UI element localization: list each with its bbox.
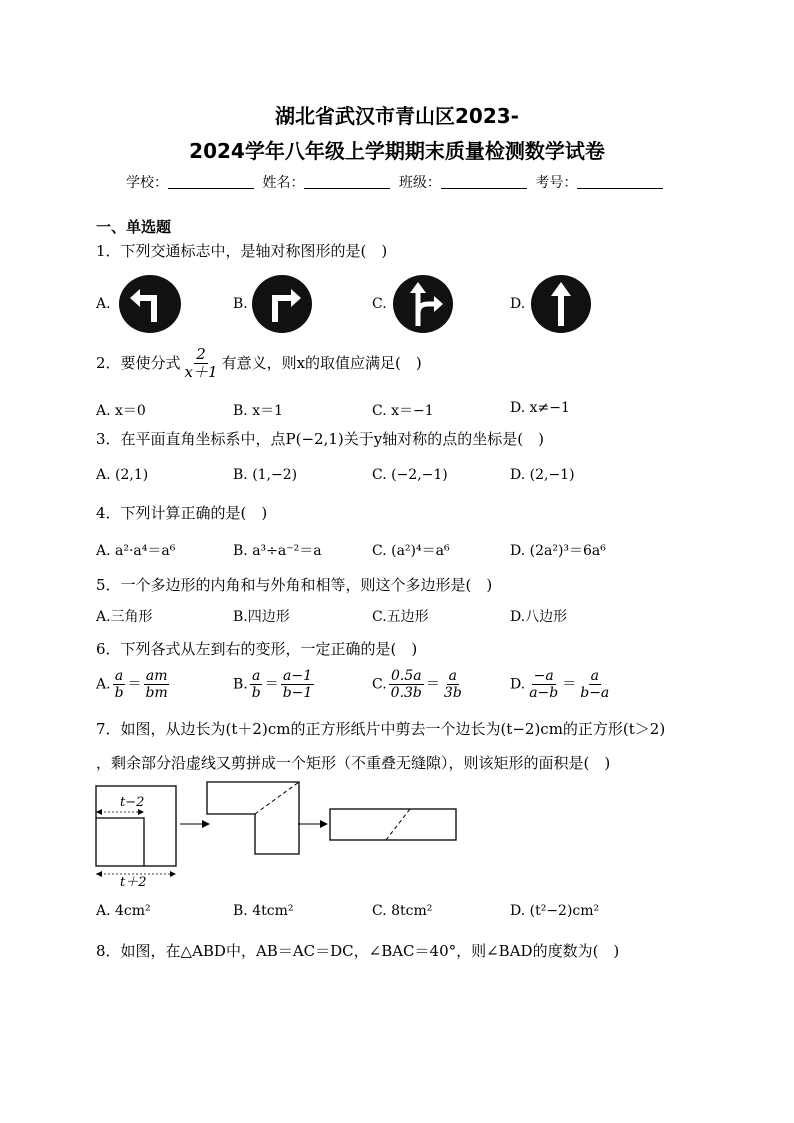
- q7-option-b: B. 4tcm²: [233, 903, 294, 919]
- q2-fraction: [183, 346, 220, 382]
- school-label: 学校：: [126, 175, 168, 191]
- exam-number-blank: [577, 188, 663, 189]
- q3-option-a: A. (2,1): [96, 467, 149, 483]
- q1-option-d-label: D.: [510, 296, 526, 312]
- q1-option-c-label: C.: [372, 296, 387, 312]
- class-label: 班级：: [398, 175, 441, 191]
- q7-l-shape: [207, 782, 299, 854]
- q6-d-left-denominator: a−b: [529, 685, 559, 702]
- q6-d-left-numerator: −a: [533, 668, 554, 684]
- q6-a-right-numerator: am: [145, 668, 168, 684]
- q6-option-a: A. $\frac{a}{b}$ ＝ $\frac{am}{bm}$: [96, 668, 168, 702]
- exam-title-line1: 湖北省武汉市青山区2023-: [275, 104, 519, 128]
- q6-a-left-numerator: a: [114, 668, 124, 684]
- q5-option-c: C.五边形: [372, 609, 429, 625]
- name-blank: [304, 188, 390, 189]
- q2-fraction-numerator: 2: [196, 345, 206, 363]
- q6-option-b: B. $\frac{a}{b}$ ＝ $\frac{a-1}{b-1}$: [233, 668, 313, 702]
- q2-option-b: B. x＝1: [233, 403, 283, 419]
- q6-c-right-denominator: 3b: [443, 685, 462, 702]
- q6-c-left-denominator: 0.3b: [390, 685, 422, 702]
- exam-number-label: 考号：: [535, 175, 578, 191]
- q6-option-c: C. $\frac{0.5a}{0.3b}$ ＝ $\frac{a}{3b}$: [372, 668, 462, 702]
- q4-option-b: B. a³÷a⁻²＝a: [233, 543, 322, 559]
- q5-option-a: A.三角形: [96, 609, 153, 625]
- q6-b-right-denominator: b−1: [282, 685, 313, 702]
- q3-option-b: B. (1,−2): [233, 467, 298, 483]
- q1-option-b-label: B.: [233, 296, 248, 312]
- q5-option-d: D.八边形: [510, 609, 568, 625]
- straight-or-right-arrow-sign-icon: [392, 274, 454, 334]
- question-2-stem: [96, 346, 422, 382]
- q2-stem-pre: 2．要使分式: [96, 353, 181, 372]
- q7-arrow-2: [320, 820, 328, 828]
- q7-figure: [92, 778, 472, 890]
- info-line: [126, 172, 667, 192]
- question-8-stem: 8．如图，在△ABD中，AB＝AC＝DC，∠BAC＝40°，则∠BAD的度数为( ): [96, 942, 620, 960]
- name-label: 姓名：: [262, 175, 305, 191]
- exam-title-line2: 2024学年八年级上学期期末质量检测数学试卷: [189, 139, 605, 163]
- q2-option-d: D. x≠−1: [510, 400, 570, 416]
- q4-option-d: D. (2a²)³＝6a⁶: [510, 543, 606, 559]
- q6-option-b-label: B.: [233, 676, 248, 693]
- turn-right-arrow-sign-icon: [251, 274, 313, 334]
- q6-c-right-numerator: a: [448, 668, 458, 684]
- q2-option-a: A. x＝0: [96, 403, 146, 419]
- q6-option-d-label: D.: [510, 676, 526, 693]
- q5-option-b: B.四边形: [233, 609, 290, 625]
- school-blank: [168, 188, 254, 189]
- q6-option-d: D. $\frac{-a}{a-b}$ ＝ $\frac{a}{b-a}$: [510, 668, 610, 702]
- q6-option-a-label: A.: [96, 676, 111, 693]
- question-4-stem: 4．下列计算正确的是( ): [96, 504, 268, 522]
- q7-arrow-1: [202, 820, 210, 828]
- q4-option-a: A. a²·a⁴＝a⁶: [96, 543, 176, 559]
- question-6-stem: 6．下列各式从左到右的变形，一定正确的是( ): [96, 640, 418, 658]
- q6-a-left-denominator: b: [114, 685, 124, 702]
- q6-c-left-numerator: 0.5a: [390, 668, 422, 684]
- question-1-stem: 1．下列交通标志中，是轴对称图形的是( ): [96, 242, 388, 260]
- q3-option-c: C. (−2,−1): [372, 467, 448, 483]
- class-blank: [441, 188, 527, 189]
- q6-b-left-numerator: a: [252, 668, 261, 684]
- q6-a-right-denominator: bm: [145, 685, 168, 702]
- q7-label-bottom: t＋2: [120, 875, 147, 890]
- q6-d-right-denominator: b−a: [580, 685, 610, 702]
- question-3-stem: 3．在平面直角坐标系中，点P(−2,1)关于y轴对称的点的坐标是( ): [96, 430, 544, 448]
- question-7-stem-line2: ，剩余部分沿虚线又剪拼成一个矩形（不重叠无缝隙），则该矩形的面积是( ): [96, 754, 611, 772]
- q3-option-d: D. (2,−1): [510, 467, 575, 483]
- q7-option-d: D. (t²−2)cm²: [510, 903, 600, 919]
- q2-option-c: C. x＝−1: [372, 403, 434, 419]
- question-5-stem: 5．一个多边形的内角和与外角和相等，则这个多边形是( ): [96, 576, 493, 594]
- turn-left-arrow-sign-icon: [118, 274, 182, 334]
- q6-b-left-denominator: b: [251, 685, 261, 702]
- q7-rectangle: [330, 809, 456, 840]
- q4-option-c: C. (a²)⁴＝a⁶: [372, 543, 450, 559]
- q2-fraction-denominator: x＋1: [184, 363, 218, 382]
- q6-b-right-numerator: a−1: [283, 668, 313, 684]
- q7-option-a: A. 4cm²: [96, 903, 151, 919]
- q7-option-c: C. 8tcm²: [372, 903, 433, 919]
- straight-arrow-sign-icon: [530, 274, 592, 334]
- q7-cut-line: [96, 818, 144, 866]
- q6-d-right-numerator: a: [590, 668, 599, 684]
- q2-stem-post: 有意义，则x的取值应满足( ): [221, 353, 422, 372]
- q1-option-a-label: A.: [96, 296, 111, 312]
- question-7-stem-line1: 7．如图，从边长为(t＋2)cm的正方形纸片中剪去一个边长为(t−2)cm的正方形(t＞2): [96, 720, 666, 738]
- section-heading: 一、单选题: [96, 218, 172, 236]
- q7-label-top: t−2: [120, 795, 145, 810]
- q6-option-c-label: C.: [372, 676, 387, 693]
